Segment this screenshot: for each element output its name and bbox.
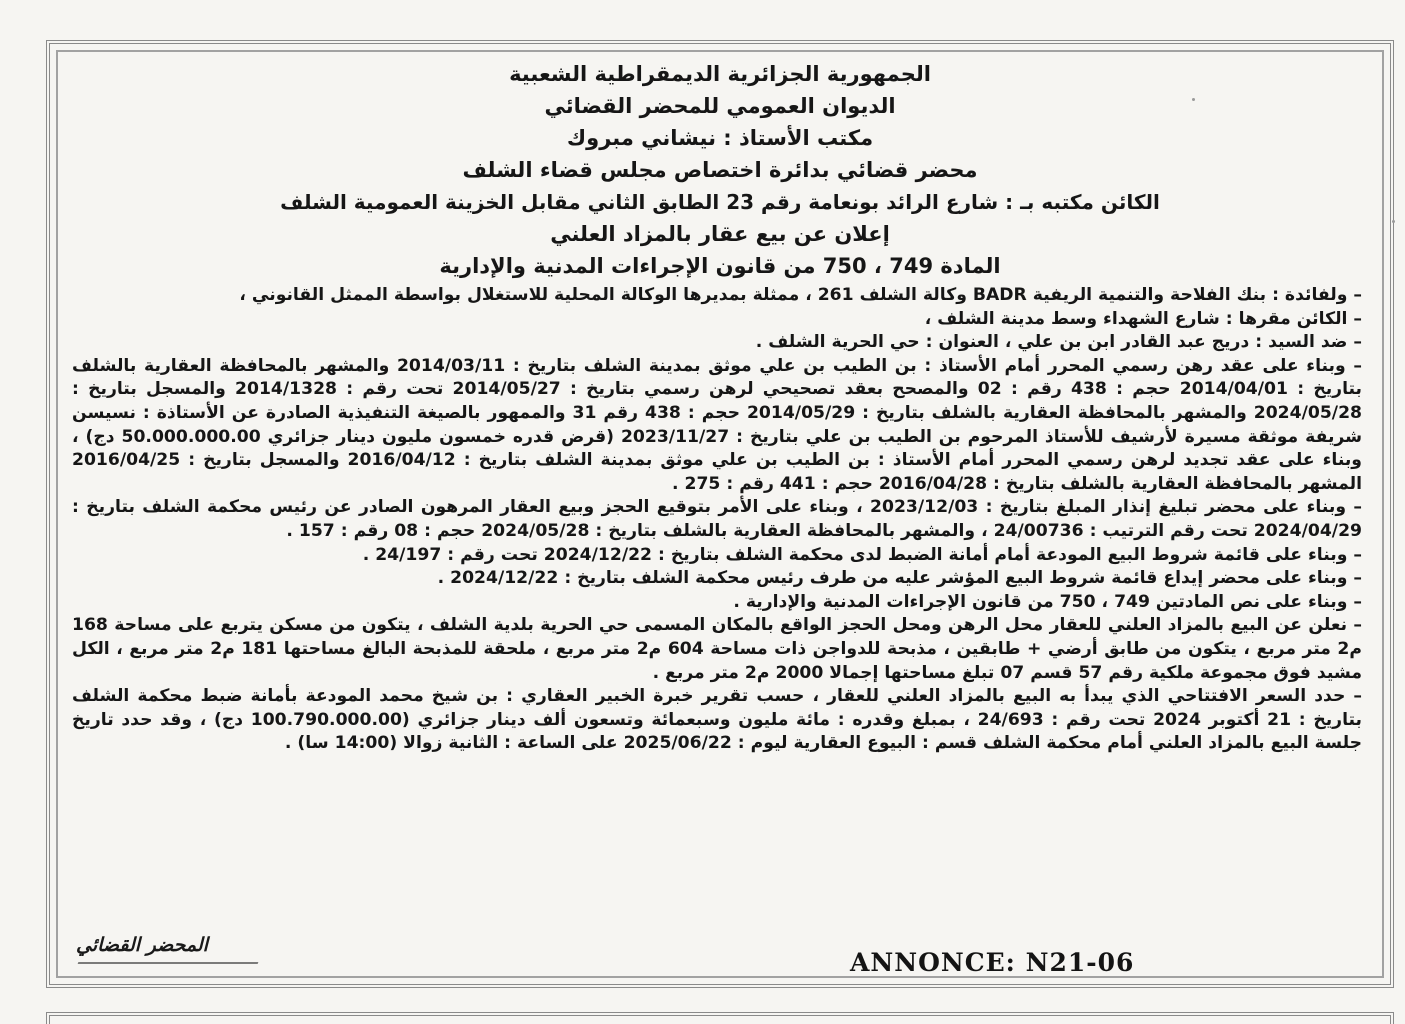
jurisdiction-line: محضر قضائي بدائرة اختصاص مجلس قضاء الشلف <box>462 158 978 182</box>
scan-speck <box>1392 220 1395 223</box>
scan-speck <box>1192 98 1195 101</box>
notice-header <box>70 58 1370 282</box>
debtor-paragraph: – ضد السيد : دريج عبد القادر ابن بن علي ، العنوان : حي الحرية الشلف . <box>755 332 1362 353</box>
price-and-date-paragraph: – حدد السعر الافتتاحي الذي يبدأ به البيع بالمزاد العلني للعقار ، حسب تقرير خبرة الخبير العقاري : بن شيخ محمد المودعة بأمانة ضبط محكمة الشلف بتاريخ : 21 أكتوبر 2024 تحت رقم : 24/693 ، بمبلغ وقدره : مائة مليون وسبعمائة وتسعون ألف دينار جزائري (100.790.000.00 دج) ، وقد حدد تاريخ جلسة البيع بالمزاد العلني أمام محكمة الشلف قسم : البيوع العقارية ليوم : 2025/06/22 على الساعة : الثانية زوالا (14:00 سا) . <box>72 686 1363 754</box>
sale-conditions-paragraph: – وبناء على قائمة شروط البيع المودعة أمام أمانة الضبط لدى محكمة الشلف بتاريخ : 2024/12/22 تحت رقم : 24/197 . <box>362 544 1362 565</box>
deposit-report-paragraph: – وبناء على محضر إيداع قائمة شروط البيع المؤشر عليه من طرف رئيس محكمة الشلف بتاريخ : 2024/12/22 . <box>437 568 1362 589</box>
notice-title: إعلان عن بيع عقار بالمزاد العلني <box>550 222 890 246</box>
next-notice-border <box>46 1012 1394 1024</box>
notice-body <box>72 284 1362 756</box>
office-title: الديوان العمومي للمحضر القضائي <box>544 94 896 118</box>
signature-stroke <box>78 962 259 964</box>
headquarters-paragraph: – الكائن مقرها : شارع الشهداء وسط مدينة الشلف ، <box>924 308 1362 329</box>
property-description-paragraph: – نعلن عن البيع بالمزاد العلني للعقار محل الرهن ومحل الحجز الواقع بالمكان المسمى حي الحرية بلدية الشلف ، يتكون من مسكن يتربع على مساحة 168 م2 متر مربع ، يتكون من طابق أرضي + طابقين ، مذبحة للدواجن ذات مساحة 604 م2 متر مربع ، ملحقة للمذبحة البالغ مساحتها 181 م2 متر مربع ، الكل مشيد فوق مجموعة ملكية رقم 57 قسم 07 تبلغ مساحتها إجمالا 2000 م2 متر مربع . <box>72 615 1362 683</box>
legal-articles: المادة 749 ، 750 من قانون الإجراءات المدنية والإدارية <box>439 254 1001 278</box>
office-address: الكائن مكتبه بـ : شارع الرائد بونعامة رقم 23 الطابق الثاني مقابل الخزينة العمومية الشلف <box>280 190 1160 214</box>
mortgage-paragraph: – وبناء على عقد رهن رسمي المحرر أمام الأستاذ : بن الطيب بن علي موثق بمدينة الشلف بتاريخ : 2014/03/11 والمشهر بالمحافظة العقارية بالشلف بتاريخ : 2014/04/01 حجم : 438 رقم : 02 والمصحح بعقد تصحيحي لرهن رسمي بتاريخ : 2014/05/27 تحت رقم : 2014/1328 والمسجل بتاريخ : 2024/05/28 والمشهر بالمحافظة العقارية بالشلف بتاريخ : 2014/05/29 حجم : 438 رقم 31 والممهور بالصيغة التنفيذية الصادرة عن الأستاذة : نسيسن شريفة موثقة مسيرة لأرشيف للأستاذ المرحوم بن الطيب بن علي بتاريخ : 2023/11/27 (قرض قدره خمسون مليون دينار جزائري 50.000.000.00 دج) ، وبناء على عقد تجديد لرهن رسمي المحرر أمام الأستاذ : بن الطيب بن علي موثق بمدينة الشلف بتاريخ : 2016/04/12 والمسجل بتاريخ : 2016/04/25 المشهر بالمحافظة العقارية بالشلف بتاريخ : 2016/04/28 حجم : 441 رقم : 275 . <box>72 355 1362 494</box>
bailiff-name: مكتب الأستاذ : نيشاني مبروك <box>566 126 874 150</box>
republic-title: الجمهورية الجزائرية الديمقراطية الشعبية <box>509 62 931 86</box>
announcement-number: ANNONCE: N21-06 <box>850 948 1135 977</box>
seizure-order-paragraph: – وبناء على محضر تبليغ إنذار المبلغ بتاريخ : 2023/12/03 ، وبناء على الأمر بتوقيع الحجز وبيع العقار المرهون الصادر عن رئيس محكمة الشلف بتاريخ : 2024/04/29 تحت رقم الترتيب : 24/00736 ، والمشهر بالمحافظة العقارية بالشلف بتاريخ : 2024/05/28 حجم : 08 رقم : 157 . <box>72 497 1362 541</box>
legal-basis-paragraph: – وبناء على نص المادتين 749 ، 750 من قانون الإجراءات المدنية والإدارية . <box>733 591 1362 612</box>
bailiff-signature: المحضر القضائي <box>76 934 208 956</box>
beneficiary-paragraph: – ولفائدة : بنك الفلاحة والتنمية الريفية BADR وكالة الشلف 261 ، ممثلة بمديرها الوكالة المحلية للاستغلال بواسطة الممثل القانوني ، <box>239 285 1362 305</box>
